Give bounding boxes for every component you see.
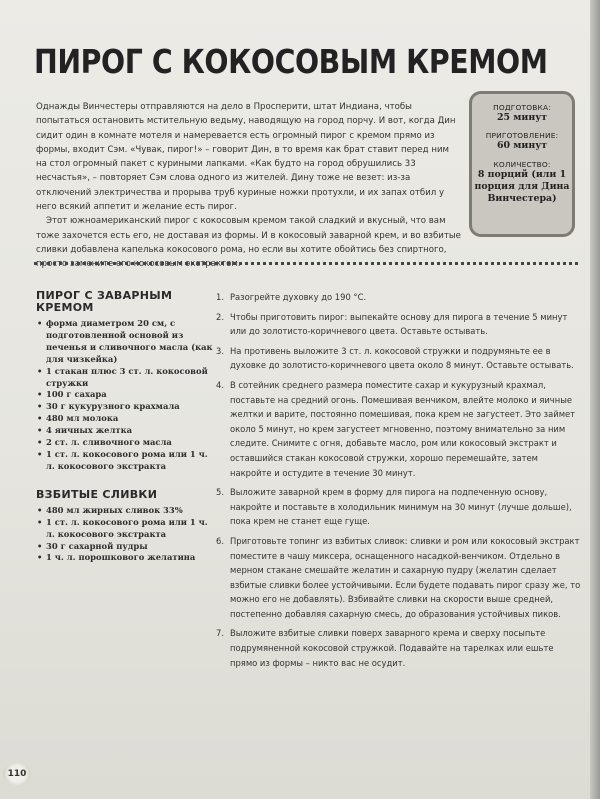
ingredient-item: • 480 мл молока (36, 413, 216, 425)
step-text: На противень выложите 3 ст. л. кокосовой стружки и подрумяньте ее в духовке до золотисто-коричневого цвета около 8 минут. Оставьте остывать. (230, 345, 574, 371)
step-number: 2. (216, 311, 224, 322)
quantity-label: КОЛИЧЕСТВО: (493, 159, 551, 169)
recipe-info-box (469, 91, 575, 237)
cook-value: 60 минут (496, 140, 548, 152)
ingredient-item: • 2 ст. л. сливочного масла (36, 437, 216, 449)
intro-paragraph: Этот южноамериканский пирог с кокосовым кремом такой сладкий и вкусный, что вам тоже захочется есть его, не доставая из формы. И в кокосовый заварной крем, и во взбитые сливки добавлена капелька кокосового рома, но если вы хотите обойтись без спиртного, просто замените его кокосовым экстрактом. (36, 216, 461, 270)
intro-text (36, 100, 461, 272)
page-number: 110 (3, 763, 31, 785)
step-text: Разогрейте духовку до 190 °С. (230, 292, 367, 302)
step-text: Приготовьте топинг из взбитых сливок: сливки и ром или кокосовый экстракт поместите в чашу миксера, оснащенного насадкой-венчиком. Отдельно в мерном стакане смешайте желатин и сахарную пудру (желатин сделает взбитые сливки более устойчивыми. Если будете подавать пирог сразу же, то можно его не добавлять). Взбивайте сливки на скорости выше средней, постепенно добавляя сахарную смесь, до образования устойчивых пиков. (230, 535, 581, 619)
prep-label: ПОДГОТОВКА: (493, 103, 551, 112)
step-text: Чтобы приготовить пирог: выпекайте основу для пирога в течение 5 минут или до золотисто-коричневого цвета. Оставьте остывать. (230, 311, 568, 337)
ingredient-item: • 1 стакан плюс 3 ст. л. кокосовой стружки (36, 366, 216, 390)
step-number: 5. (216, 487, 224, 498)
step-number: 1. (216, 292, 224, 302)
cook-label: ПРИГОТОВЛЕНИЕ: (485, 131, 559, 141)
ingredients-heading-cream: ВЗБИТЫЕ СЛИВКИ (36, 487, 158, 501)
ingredient-item: • форма диаметром 20 см, с подготовленной основой из печенья и сливочного масла (как для чизкейка) (36, 318, 216, 366)
step-number: 7. (216, 628, 224, 639)
step-number: 3. (216, 345, 224, 356)
step-text: В сотейник среднего размера поместите сахар и кукурузный крахмал, поставьте на средний огонь. Помешивая венчиком, влейте молоко и яичные желтки и варите, постоянно помешивая, пока крем не загустеет. Это займет около 5 минут, но крем загустеет мгновенно, поэтому внимательно за ним следите. Снимите с огня, добавьте масло, ром или кокосовый экстракт и оставшийся стакан кокосовой стружки, хорошо перемешайте, затем накройте и остудите в течение 30 минут. (230, 379, 576, 478)
dotted-divider (34, 262, 578, 265)
ingredient-item: • 1 ст. л. кокосового рома или 1 ч. л. кокосового экстракта (36, 517, 216, 541)
ingredient-item: • 1 ст. л. кокосового рома или 1 ч. л. кокосового экстракта (36, 449, 216, 473)
step-item (216, 485, 582, 529)
step-item (216, 626, 582, 670)
method-steps (216, 290, 582, 675)
step-item (216, 344, 582, 373)
ingredient-item: • 1 ч. л. порошкового желатина (36, 552, 216, 564)
ingredient-item: • 4 яичных желтка (36, 425, 216, 437)
step-text: Выложите взбитые сливки поверх заварного крема и сверху посыпьте подрумяненной кокосовой стружкой. Подавайте на тарелках или ешьте прямо из формы – никто вас не осудит. (230, 628, 554, 668)
ingredients-column (36, 290, 216, 564)
recipe-title: ПИРОГ С КОКОСОВЫМ КРЕМОМ (34, 42, 548, 81)
ingredients-list-cream (36, 505, 216, 565)
step-text: Выложите заварной крем в форму для пирога на подпеченную основу, накройте и поставьте в холодильник минимум на 30 минут (лучше дольше), пока крем не станет еще гуще. (230, 487, 572, 527)
ingredient-item: • 30 г кукурузного крахмала (36, 401, 216, 413)
step-item (216, 378, 582, 480)
step-number: 4. (216, 379, 224, 390)
page-edge (590, 0, 600, 799)
ingredients-list-pie (36, 318, 216, 473)
prep-value: 25 минут (496, 112, 548, 123)
ingredients-heading-pie: ПИРОГ С ЗАВАРНЫМ КРЕМОМ (36, 289, 173, 314)
step-number: 6. (216, 535, 224, 546)
intro-paragraph: Однажды Винчестеры отправляются на дело в Просперити, штат Индиана, чтобы попытаться остановить мстительную ведьму, наводящую на город порчу. И вот, когда Дин сидит один в комнате мотеля и намеревается есть огромный пирог с кремом прямо из формы, входит Сэм. «Чувак, пирог!» – говорит Дин, в то время как брат ставит перед ним на стол огромный пакет с куриными лапками. «Как будто на город обрушились 33 несчастья», – повторяет Сэм слова одного из жителей. Дину тоже не везет: из-за отключений электричества и прорыва труб куриные ножки протухли, и их запах отбил у него всякий аппетит и желание есть пирог. (36, 102, 456, 213)
step-item (216, 290, 582, 305)
ingredient-item: • 100 г сахара (36, 389, 216, 401)
ingredient-item: • 30 г сахарной пудры (36, 541, 216, 553)
ingredient-item: • 480 мл жирных сливок 33% (36, 505, 216, 517)
step-item (216, 534, 582, 622)
step-item (216, 310, 582, 339)
quantity-value: 8 порций (или 1 порция для Дина Винчестера) (474, 168, 570, 205)
